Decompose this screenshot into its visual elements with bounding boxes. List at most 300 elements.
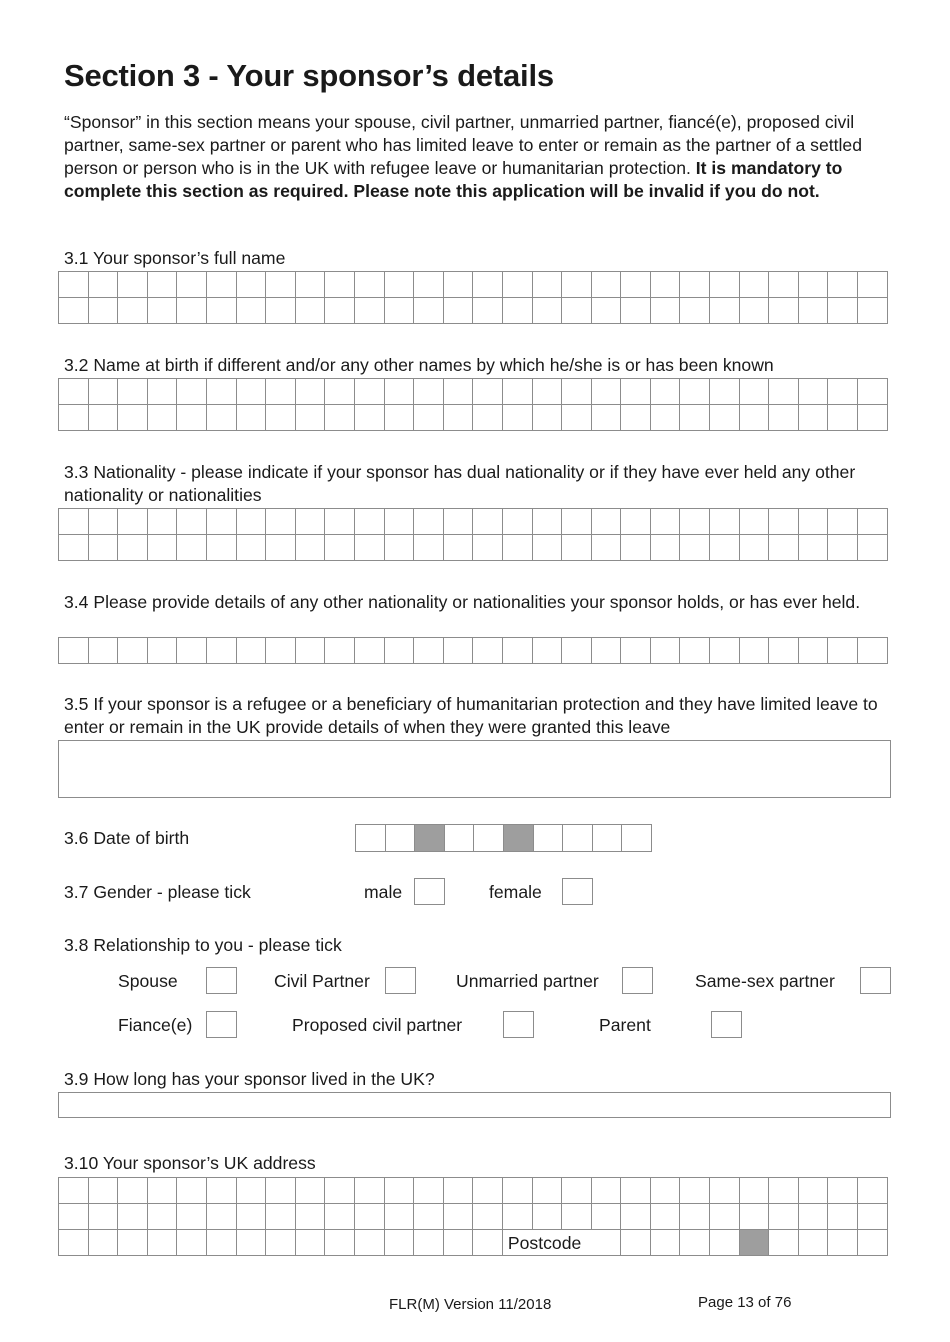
- address-character-cell[interactable]: [325, 1204, 355, 1230]
- character-cell[interactable]: [355, 509, 385, 535]
- address-character-cell[interactable]: [207, 1178, 237, 1204]
- character-cell[interactable]: [325, 509, 355, 535]
- address-character-cell[interactable]: [473, 1230, 503, 1256]
- character-cell[interactable]: [237, 638, 267, 664]
- address-character-cell[interactable]: [59, 1204, 89, 1230]
- address-character-cell[interactable]: [799, 1178, 829, 1204]
- address-character-cell[interactable]: [89, 1204, 119, 1230]
- character-cell[interactable]: [769, 272, 799, 298]
- character-cell[interactable]: [266, 379, 296, 405]
- character-cell[interactable]: [503, 379, 533, 405]
- address-character-cell[interactable]: [207, 1204, 237, 1230]
- character-cell[interactable]: [89, 298, 119, 324]
- character-cell[interactable]: [680, 638, 710, 664]
- address-character-cell[interactable]: [414, 1178, 444, 1204]
- character-cell[interactable]: [148, 638, 178, 664]
- address-character-cell[interactable]: [237, 1204, 267, 1230]
- address-character-cell[interactable]: [325, 1230, 355, 1256]
- character-cell[interactable]: [533, 509, 563, 535]
- character-cell[interactable]: [799, 405, 829, 431]
- character-cell[interactable]: [740, 298, 770, 324]
- character-cell[interactable]: [651, 298, 681, 324]
- address-character-cell[interactable]: [385, 1230, 415, 1256]
- character-cell[interactable]: [325, 272, 355, 298]
- character-cell[interactable]: [355, 405, 385, 431]
- character-cell[interactable]: [651, 379, 681, 405]
- character-cell[interactable]: [296, 379, 326, 405]
- address-character-cell[interactable]: [444, 1204, 474, 1230]
- address-character-cell[interactable]: [533, 1178, 563, 1204]
- character-cell[interactable]: [858, 405, 888, 431]
- character-cell[interactable]: [592, 298, 622, 324]
- character-cell[interactable]: [592, 272, 622, 298]
- character-cell[interactable]: [592, 509, 622, 535]
- address-character-cell[interactable]: [118, 1204, 148, 1230]
- character-cell[interactable]: [828, 272, 858, 298]
- character-cell[interactable]: [237, 405, 267, 431]
- character-cell[interactable]: [355, 272, 385, 298]
- character-cell[interactable]: [651, 509, 681, 535]
- address-character-cell[interactable]: [177, 1178, 207, 1204]
- postcode-character-cell[interactable]: [858, 1230, 888, 1256]
- date-of-birth-field[interactable]: [355, 824, 652, 852]
- character-cell[interactable]: [562, 535, 592, 561]
- character-cell[interactable]: [444, 405, 474, 431]
- character-cell[interactable]: [740, 638, 770, 664]
- address-character-cell[interactable]: [828, 1178, 858, 1204]
- address-character-cell[interactable]: [592, 1204, 622, 1230]
- address-character-cell[interactable]: [266, 1230, 296, 1256]
- dob-year-digit[interactable]: [534, 825, 564, 852]
- character-cell[interactable]: [177, 509, 207, 535]
- character-cell[interactable]: [444, 298, 474, 324]
- relationship-parent-checkbox[interactable]: [711, 1011, 742, 1038]
- character-cell[interactable]: [651, 535, 681, 561]
- postcode-character-cell[interactable]: [710, 1230, 740, 1256]
- character-cell[interactable]: [651, 405, 681, 431]
- character-cell[interactable]: [444, 638, 474, 664]
- character-cell[interactable]: [59, 272, 89, 298]
- character-cell[interactable]: [562, 272, 592, 298]
- address-character-cell[interactable]: [858, 1204, 888, 1230]
- address-character-cell[interactable]: [651, 1204, 681, 1230]
- gender-female-checkbox[interactable]: [562, 878, 593, 905]
- character-cell[interactable]: [385, 638, 415, 664]
- character-cell[interactable]: [680, 298, 710, 324]
- character-cell[interactable]: [414, 509, 444, 535]
- character-cell[interactable]: [769, 405, 799, 431]
- dob-year-digit[interactable]: [563, 825, 593, 852]
- character-cell[interactable]: [118, 272, 148, 298]
- address-character-cell[interactable]: [740, 1178, 770, 1204]
- character-cell[interactable]: [355, 379, 385, 405]
- character-cell[interactable]: [503, 405, 533, 431]
- relationship-unmarried-partner-checkbox[interactable]: [622, 967, 653, 994]
- character-cell[interactable]: [177, 405, 207, 431]
- address-character-cell[interactable]: [680, 1178, 710, 1204]
- character-cell[interactable]: [207, 272, 237, 298]
- address-character-cell[interactable]: [296, 1230, 326, 1256]
- character-cell[interactable]: [414, 298, 444, 324]
- character-cell[interactable]: [621, 379, 651, 405]
- refugee-leave-details-field[interactable]: [58, 740, 891, 798]
- character-cell[interactable]: [444, 509, 474, 535]
- character-cell[interactable]: [148, 509, 178, 535]
- character-cell[interactable]: [385, 272, 415, 298]
- character-cell[interactable]: [325, 298, 355, 324]
- address-character-cell[interactable]: [177, 1230, 207, 1256]
- character-cell[interactable]: [533, 535, 563, 561]
- relationship-spouse-checkbox[interactable]: [206, 967, 237, 994]
- character-cell[interactable]: [473, 509, 503, 535]
- character-cell[interactable]: [769, 509, 799, 535]
- character-cell[interactable]: [680, 509, 710, 535]
- character-cell[interactable]: [148, 535, 178, 561]
- character-cell[interactable]: [237, 535, 267, 561]
- character-cell[interactable]: [473, 535, 503, 561]
- address-character-cell[interactable]: [769, 1204, 799, 1230]
- character-cell[interactable]: [414, 272, 444, 298]
- character-cell[interactable]: [621, 509, 651, 535]
- character-cell[interactable]: [296, 638, 326, 664]
- character-cell[interactable]: [621, 535, 651, 561]
- character-cell[interactable]: [592, 379, 622, 405]
- address-character-cell[interactable]: [680, 1204, 710, 1230]
- address-character-cell[interactable]: [296, 1204, 326, 1230]
- character-cell[interactable]: [828, 638, 858, 664]
- character-cell[interactable]: [118, 405, 148, 431]
- character-cell[interactable]: [740, 509, 770, 535]
- address-character-cell[interactable]: [325, 1178, 355, 1204]
- character-cell[interactable]: [680, 405, 710, 431]
- character-cell[interactable]: [59, 509, 89, 535]
- address-character-cell[interactable]: [89, 1178, 119, 1204]
- address-character-cell[interactable]: [355, 1230, 385, 1256]
- postcode-character-cell[interactable]: [680, 1230, 710, 1256]
- address-character-cell[interactable]: [385, 1178, 415, 1204]
- character-cell[interactable]: [414, 638, 444, 664]
- character-cell[interactable]: [207, 535, 237, 561]
- character-cell[interactable]: [473, 638, 503, 664]
- character-cell[interactable]: [710, 298, 740, 324]
- address-character-cell[interactable]: [473, 1204, 503, 1230]
- character-cell[interactable]: [858, 272, 888, 298]
- address-character-cell[interactable]: [414, 1204, 444, 1230]
- other-nationalities-grid[interactable]: [58, 637, 888, 664]
- character-cell[interactable]: [592, 405, 622, 431]
- character-cell[interactable]: [562, 298, 592, 324]
- character-cell[interactable]: [59, 405, 89, 431]
- character-cell[interactable]: [177, 638, 207, 664]
- character-cell[interactable]: [621, 298, 651, 324]
- address-character-cell[interactable]: [710, 1178, 740, 1204]
- character-cell[interactable]: [148, 379, 178, 405]
- character-cell[interactable]: [828, 379, 858, 405]
- character-cell[interactable]: [148, 298, 178, 324]
- address-character-cell[interactable]: [177, 1204, 207, 1230]
- character-cell[interactable]: [118, 509, 148, 535]
- postcode-character-cell[interactable]: [621, 1230, 651, 1256]
- character-cell[interactable]: [651, 638, 681, 664]
- character-cell[interactable]: [237, 509, 267, 535]
- character-cell[interactable]: [592, 535, 622, 561]
- character-cell[interactable]: [503, 272, 533, 298]
- sponsor-uk-residence-duration-field[interactable]: [58, 1092, 891, 1118]
- postcode-character-cell[interactable]: [769, 1230, 799, 1256]
- address-character-cell[interactable]: [118, 1230, 148, 1256]
- character-cell[interactable]: [89, 638, 119, 664]
- character-cell[interactable]: [710, 379, 740, 405]
- character-cell[interactable]: [59, 638, 89, 664]
- character-cell[interactable]: [680, 272, 710, 298]
- character-cell[interactable]: [177, 272, 207, 298]
- character-cell[interactable]: [503, 535, 533, 561]
- character-cell[interactable]: [89, 405, 119, 431]
- address-character-cell[interactable]: [237, 1230, 267, 1256]
- address-character-cell[interactable]: [266, 1204, 296, 1230]
- character-cell[interactable]: [385, 379, 415, 405]
- character-cell[interactable]: [266, 298, 296, 324]
- character-cell[interactable]: [473, 405, 503, 431]
- dob-month-digit[interactable]: [445, 825, 475, 852]
- character-cell[interactable]: [592, 638, 622, 664]
- character-cell[interactable]: [533, 638, 563, 664]
- character-cell[interactable]: [296, 509, 326, 535]
- character-cell[interactable]: [799, 379, 829, 405]
- character-cell[interactable]: [355, 535, 385, 561]
- character-cell[interactable]: [414, 405, 444, 431]
- character-cell[interactable]: [414, 379, 444, 405]
- character-cell[interactable]: [710, 509, 740, 535]
- address-character-cell[interactable]: [858, 1178, 888, 1204]
- character-cell[interactable]: [59, 379, 89, 405]
- character-cell[interactable]: [562, 379, 592, 405]
- character-cell[interactable]: [503, 638, 533, 664]
- address-character-cell[interactable]: [148, 1178, 178, 1204]
- character-cell[interactable]: [828, 298, 858, 324]
- character-cell[interactable]: [858, 509, 888, 535]
- character-cell[interactable]: [651, 272, 681, 298]
- address-character-cell[interactable]: [59, 1178, 89, 1204]
- character-cell[interactable]: [266, 638, 296, 664]
- character-cell[interactable]: [444, 272, 474, 298]
- address-character-cell[interactable]: [89, 1230, 119, 1256]
- nationality-grid[interactable]: [58, 508, 888, 561]
- character-cell[interactable]: [266, 405, 296, 431]
- character-cell[interactable]: [473, 298, 503, 324]
- character-cell[interactable]: [562, 638, 592, 664]
- character-cell[interactable]: [858, 379, 888, 405]
- character-cell[interactable]: [237, 272, 267, 298]
- character-cell[interactable]: [680, 535, 710, 561]
- address-character-cell[interactable]: [621, 1204, 651, 1230]
- character-cell[interactable]: [769, 535, 799, 561]
- character-cell[interactable]: [710, 272, 740, 298]
- character-cell[interactable]: [503, 298, 533, 324]
- dob-day-digit[interactable]: [386, 825, 416, 852]
- address-character-cell[interactable]: [355, 1204, 385, 1230]
- character-cell[interactable]: [266, 272, 296, 298]
- character-cell[interactable]: [325, 638, 355, 664]
- character-cell[interactable]: [207, 298, 237, 324]
- character-cell[interactable]: [325, 405, 355, 431]
- character-cell[interactable]: [59, 298, 89, 324]
- character-cell[interactable]: [385, 298, 415, 324]
- character-cell[interactable]: [769, 298, 799, 324]
- character-cell[interactable]: [799, 298, 829, 324]
- address-character-cell[interactable]: [207, 1230, 237, 1256]
- character-cell[interactable]: [799, 509, 829, 535]
- character-cell[interactable]: [799, 638, 829, 664]
- dob-month-digit[interactable]: [474, 825, 504, 852]
- address-character-cell[interactable]: [533, 1204, 563, 1230]
- address-character-cell[interactable]: [444, 1230, 474, 1256]
- relationship-civil-partner-checkbox[interactable]: [385, 967, 416, 994]
- address-character-cell[interactable]: [148, 1230, 178, 1256]
- address-character-cell[interactable]: [296, 1178, 326, 1204]
- character-cell[interactable]: [444, 379, 474, 405]
- character-cell[interactable]: [266, 509, 296, 535]
- postcode-character-cell[interactable]: [799, 1230, 829, 1256]
- character-cell[interactable]: [621, 272, 651, 298]
- character-cell[interactable]: [118, 535, 148, 561]
- character-cell[interactable]: [89, 272, 119, 298]
- character-cell[interactable]: [828, 509, 858, 535]
- character-cell[interactable]: [533, 272, 563, 298]
- address-character-cell[interactable]: [651, 1178, 681, 1204]
- gender-male-checkbox[interactable]: [414, 878, 445, 905]
- character-cell[interactable]: [710, 535, 740, 561]
- character-cell[interactable]: [621, 638, 651, 664]
- relationship-same-sex-partner-checkbox[interactable]: [860, 967, 891, 994]
- character-cell[interactable]: [89, 535, 119, 561]
- character-cell[interactable]: [385, 535, 415, 561]
- character-cell[interactable]: [207, 405, 237, 431]
- character-cell[interactable]: [296, 272, 326, 298]
- character-cell[interactable]: [562, 405, 592, 431]
- character-cell[interactable]: [296, 298, 326, 324]
- character-cell[interactable]: [414, 535, 444, 561]
- character-cell[interactable]: [355, 298, 385, 324]
- character-cell[interactable]: [621, 405, 651, 431]
- character-cell[interactable]: [148, 272, 178, 298]
- address-character-cell[interactable]: [740, 1204, 770, 1230]
- character-cell[interactable]: [325, 535, 355, 561]
- relationship-fiance-checkbox[interactable]: [206, 1011, 237, 1038]
- character-cell[interactable]: [769, 638, 799, 664]
- character-cell[interactable]: [680, 379, 710, 405]
- character-cell[interactable]: [473, 272, 503, 298]
- character-cell[interactable]: [828, 405, 858, 431]
- character-cell[interactable]: [533, 298, 563, 324]
- character-cell[interactable]: [237, 298, 267, 324]
- address-character-cell[interactable]: [621, 1178, 651, 1204]
- sponsor-full-name-grid[interactable]: [58, 271, 888, 324]
- character-cell[interactable]: [799, 272, 829, 298]
- character-cell[interactable]: [444, 535, 474, 561]
- address-character-cell[interactable]: [562, 1204, 592, 1230]
- address-character-cell[interactable]: [148, 1204, 178, 1230]
- character-cell[interactable]: [740, 405, 770, 431]
- address-character-cell[interactable]: [385, 1204, 415, 1230]
- character-cell[interactable]: [89, 379, 119, 405]
- character-cell[interactable]: [325, 379, 355, 405]
- address-character-cell[interactable]: [799, 1204, 829, 1230]
- address-character-cell[interactable]: [828, 1204, 858, 1230]
- character-cell[interactable]: [858, 298, 888, 324]
- relationship-proposed-civil-partner-checkbox[interactable]: [503, 1011, 534, 1038]
- character-cell[interactable]: [207, 509, 237, 535]
- dob-day-digit[interactable]: [356, 825, 386, 852]
- character-cell[interactable]: [59, 535, 89, 561]
- character-cell[interactable]: [296, 535, 326, 561]
- address-character-cell[interactable]: [503, 1178, 533, 1204]
- character-cell[interactable]: [385, 509, 415, 535]
- address-character-cell[interactable]: [503, 1204, 533, 1230]
- postcode-character-cell[interactable]: [828, 1230, 858, 1256]
- dob-year-digit[interactable]: [593, 825, 623, 852]
- character-cell[interactable]: [858, 535, 888, 561]
- character-cell[interactable]: [799, 535, 829, 561]
- address-character-cell[interactable]: [355, 1178, 385, 1204]
- character-cell[interactable]: [533, 379, 563, 405]
- dob-year-digit[interactable]: [622, 825, 652, 852]
- address-character-cell[interactable]: [769, 1178, 799, 1204]
- address-character-cell[interactable]: [444, 1178, 474, 1204]
- address-character-cell[interactable]: [473, 1178, 503, 1204]
- character-cell[interactable]: [237, 379, 267, 405]
- character-cell[interactable]: [533, 405, 563, 431]
- character-cell[interactable]: [740, 535, 770, 561]
- character-cell[interactable]: [385, 405, 415, 431]
- character-cell[interactable]: [177, 298, 207, 324]
- character-cell[interactable]: [473, 379, 503, 405]
- character-cell[interactable]: [118, 638, 148, 664]
- character-cell[interactable]: [177, 535, 207, 561]
- character-cell[interactable]: [769, 379, 799, 405]
- address-character-cell[interactable]: [118, 1178, 148, 1204]
- character-cell[interactable]: [710, 638, 740, 664]
- character-cell[interactable]: [118, 379, 148, 405]
- character-cell[interactable]: [207, 379, 237, 405]
- address-character-cell[interactable]: [414, 1230, 444, 1256]
- character-cell[interactable]: [740, 272, 770, 298]
- character-cell[interactable]: [118, 298, 148, 324]
- address-character-cell[interactable]: [710, 1204, 740, 1230]
- address-character-cell[interactable]: [59, 1230, 89, 1256]
- address-character-cell[interactable]: [592, 1178, 622, 1204]
- sponsor-uk-address-grid[interactable]: [58, 1177, 888, 1256]
- character-cell[interactable]: [148, 405, 178, 431]
- character-cell[interactable]: [740, 379, 770, 405]
- character-cell[interactable]: [207, 638, 237, 664]
- other-names-grid[interactable]: [58, 378, 888, 431]
- character-cell[interactable]: [858, 638, 888, 664]
- address-character-cell[interactable]: [562, 1178, 592, 1204]
- character-cell[interactable]: [177, 379, 207, 405]
- postcode-character-cell[interactable]: [651, 1230, 681, 1256]
- character-cell[interactable]: [503, 509, 533, 535]
- character-cell[interactable]: [828, 535, 858, 561]
- character-cell[interactable]: [355, 638, 385, 664]
- character-cell[interactable]: [296, 405, 326, 431]
- character-cell[interactable]: [710, 405, 740, 431]
- address-character-cell[interactable]: [266, 1178, 296, 1204]
- character-cell[interactable]: [562, 509, 592, 535]
- address-character-cell[interactable]: [237, 1178, 267, 1204]
- character-cell[interactable]: [266, 535, 296, 561]
- character-cell[interactable]: [89, 509, 119, 535]
